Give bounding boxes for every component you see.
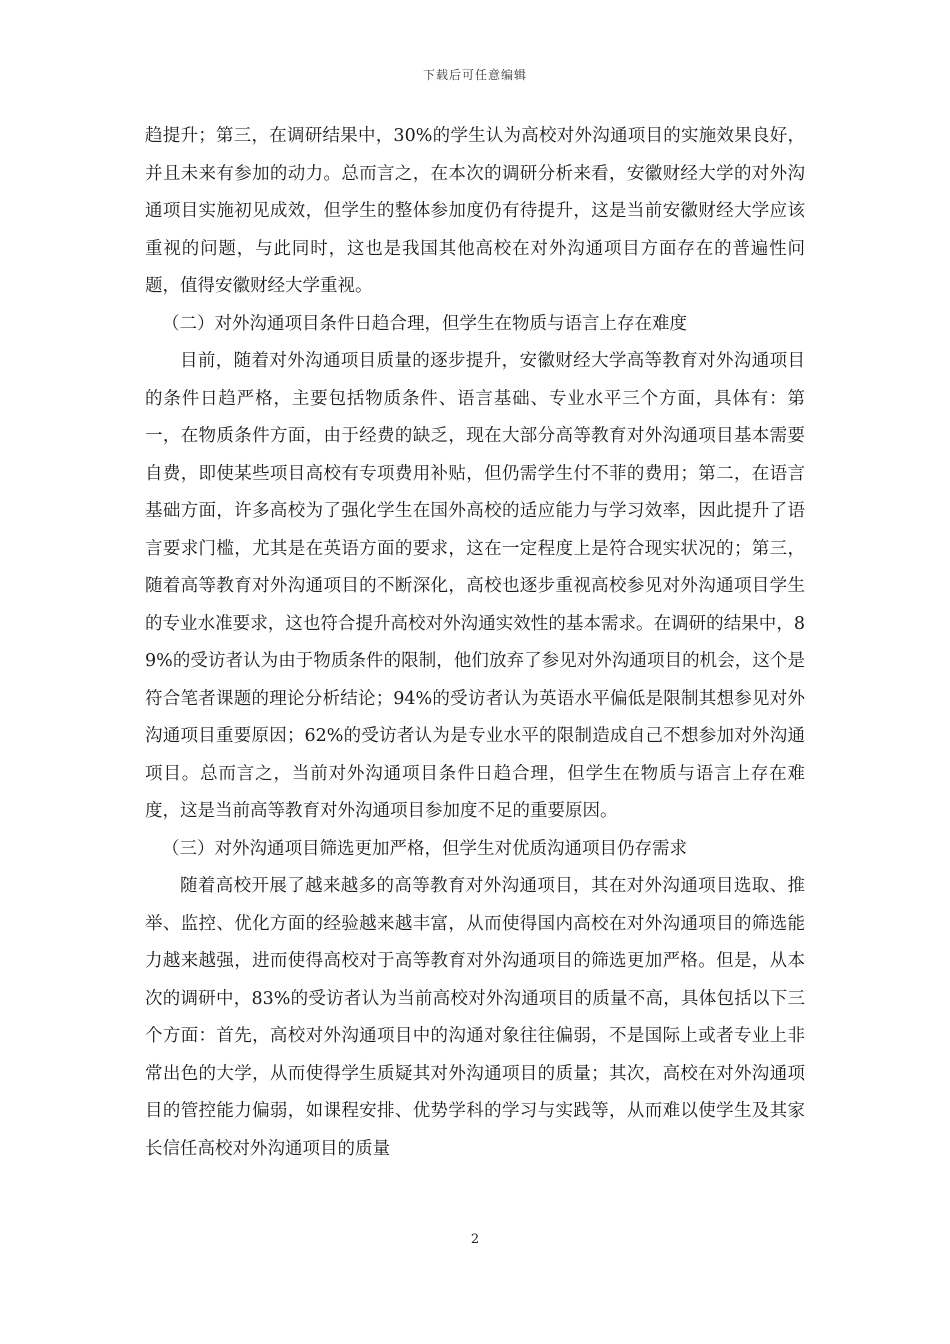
document-body — [145, 118, 805, 1168]
page-header: 下载后可任意编辑 — [422, 68, 527, 82]
section-heading-2: （二）对外沟通项目条件日趋合理，但学生在物质与语言上存在难度 — [162, 313, 687, 334]
paragraph-section-2: 目前，随着对外沟通项目质量的逐步提升，安徽财经大学高等教育对外沟通项目的条件日趋严格，主要包括物质条件、语言基础、专业水平三个方面，具体有：第一，在物质条件方面，由于经费的缺乏，现在大部分高等教育对外沟通项目基本需要自费，即使某些项目高校有专项费用补贴，但仍需学生付不菲的费用；第二，在语言基础方面，许多高校为了强化学生在国外高校的适应能力与学习效率，因此提升了语言要求门槛，尤其是在英语方面的要求，这在一定程度上是符合现实状况的；第三，随着高等教育对外沟通项目的不断深化，高校也逐步重视高校参见对外沟通项目学生的专业水准要求，这也符合提升高校对外沟通实效性的基本需求。在调研的结果中，89%的受访者认为由于物质条件的限制，他们放弃了参见对外沟通项目的机会，这个是符合笔者课题的理论分析结论；94%的受访者认为英语水平偏低是限制其想参见对外沟通项目重要原因；62%的受访者认为是专业水平的限制造成自己不想参加对外沟通项目。总而言之，当前对外沟通项目条件日趋合理，但学生在物质与语言上存在难度，这是当前高等教育对外沟通项目参加度不足的重要原因。 — [145, 351, 805, 821]
paragraph-continued: 趋提升；第三，在调研结果中，30%的学生认为高校对外沟通项目的实施效果良好，并且未来有参加的动力。总而言之，在本次的调研分析来看，安徽财经大学的对外沟通项目实施初见成效，但学生的整体参加度仍有待提升，这是当前安徽财经大学应该重视的问题，与此同时，这也是我国其他高校在对外沟通项目方面存在的普遍性问题，值得安徽财经大学重视。 — [145, 126, 805, 296]
paragraph-section-3: 随着高校开展了越来越多的高等教育对外沟通项目，其在对外沟通项目选取、推举、监控、优化方面的经验越来越丰富，从而使得国内高校在对外沟通项目的筛选能力越来越强，进而使得高校对于高等教育对外沟通项目的筛选更加严格。但是，从本次的调研中，83%的受访者认为当前高校对外沟通项目的质量不高，具体包括以下三个方面：首先，高校对外沟通项目中的沟通对象往往偏弱，不是国际上或者专业上非常出色的大学，从而使得学生质疑其对外沟通项目的质量；其次，高校在对外沟通项目的管控能力偏弱，如课程安排、优势学科的学习与实践等，从而难以使学生及其家长信任高校对外沟通项目的质量 — [145, 876, 805, 1159]
section-heading-3: （三）对外沟通项目筛选更加严格，但学生对优质沟通项目仍存需求 — [162, 838, 687, 859]
page-number: 2 — [470, 1232, 480, 1247]
